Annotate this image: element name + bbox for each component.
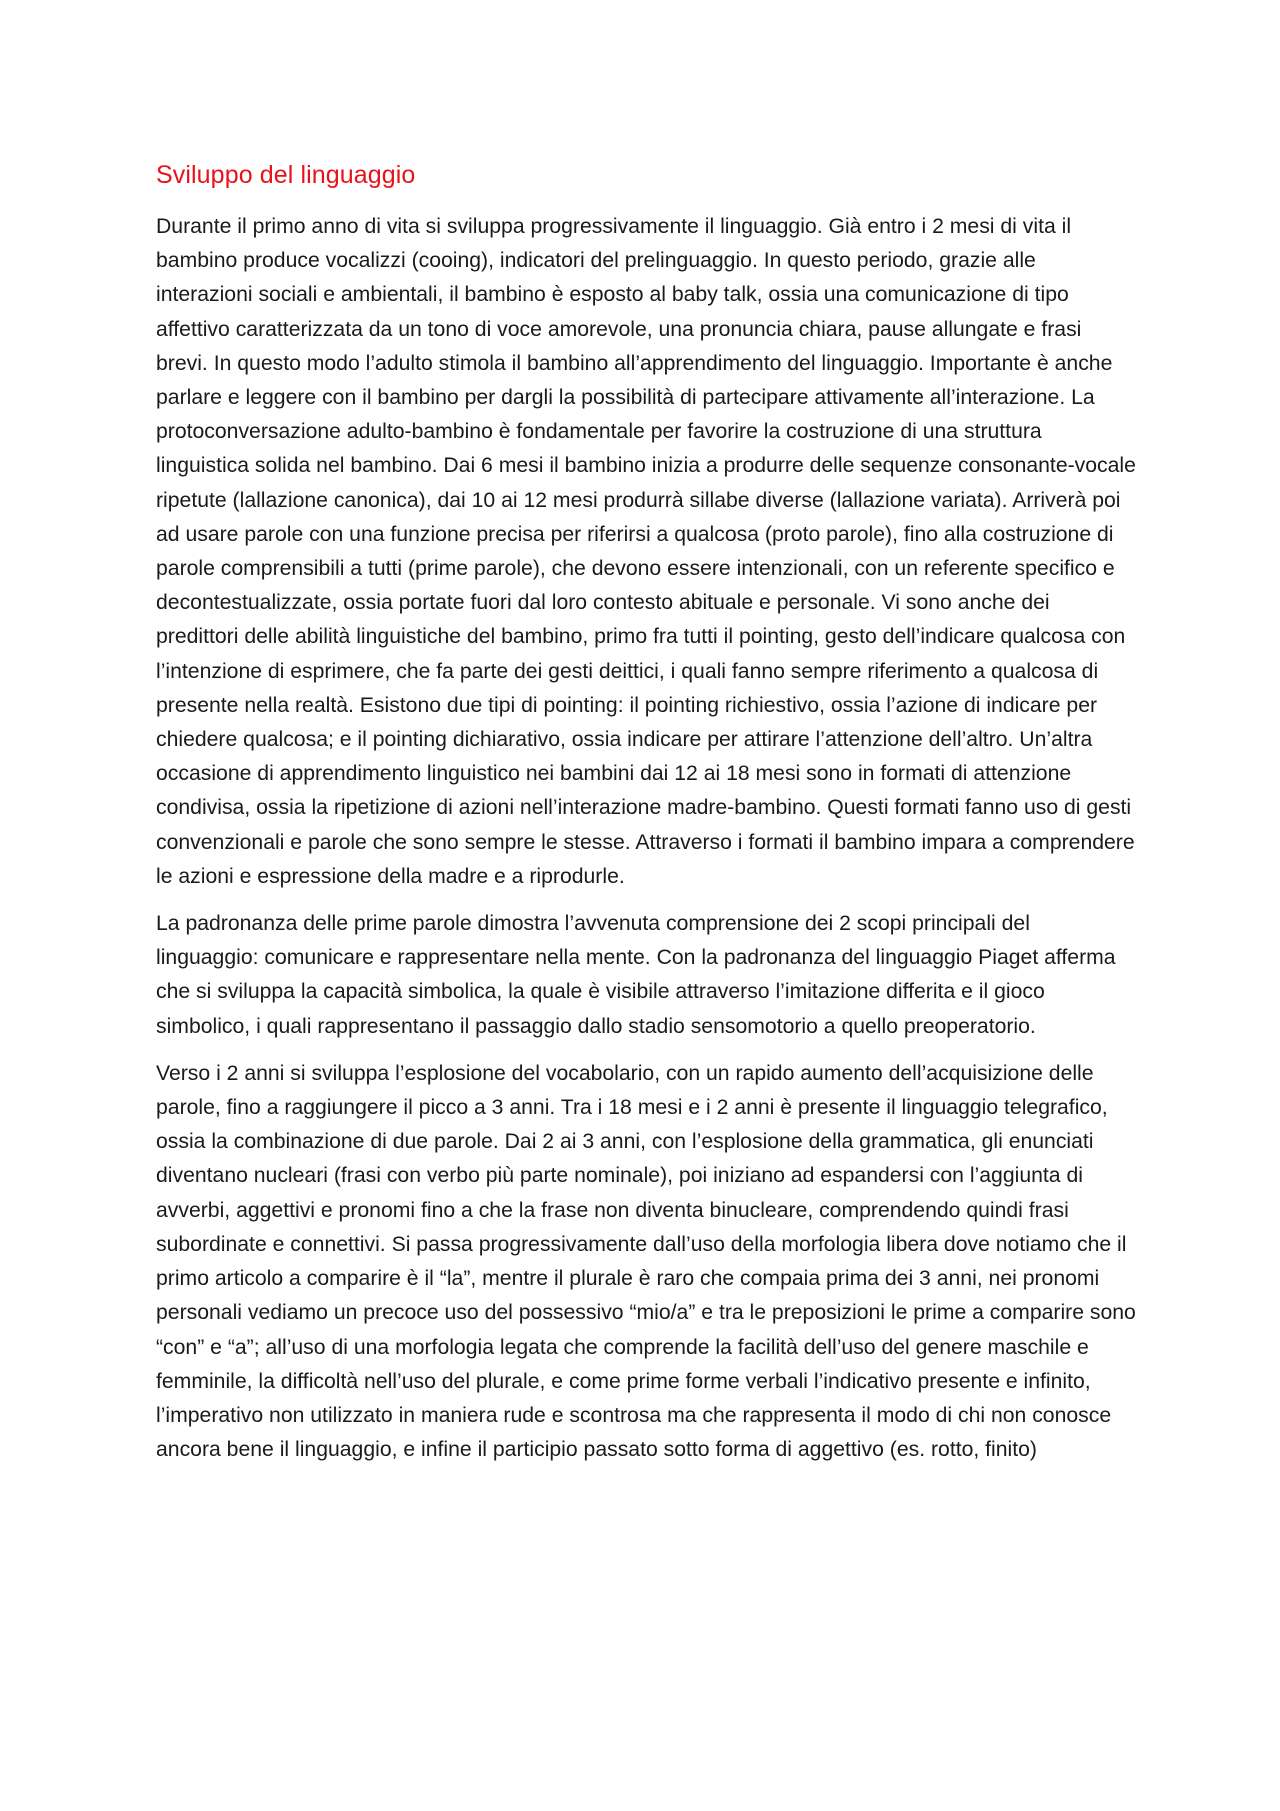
paragraph-language-development: Durante il primo anno di vita si sviluppa progressivamente il linguaggio. Già entro i 2 mesi di vita il bambino produce vocalizzi (cooing), indicatori del prelinguaggio. In questo periodo, grazie alle interazioni sociali e ambientali, il bambino è esposto al baby talk, ossia una comunicazione di tipo affettivo caratterizzata da un tono di voce amorevole, una pronuncia chiara, pause allungate e frasi brevi. In questo modo l’adulto stimola il bambino all’apprendimento del linguaggio. Importante è anche parlare e leggere con il bambino per dargli la possibilità di partecipare attivamente all’interazione. La protoconversazione adulto-bambino è fondamentale per favorire la costruzione di una struttura linguistica solida nel bambino. Dai 6 mesi il bambino inizia a produrre delle sequenze consonante-vocale ripetute (lallazione canonica), dai 10 ai 12 mesi produrrà sillabe diverse (lallazione variata). Arriverà poi ad usare parole con una funzione precisa per riferirsi a qualcosa (proto parole), fino alla costruzione di parole comprensibili a tutti (prime parole), che devono essere intenzionali, con un referente specifico e decontestualizzate, ossia portate fuori dal loro contesto abituale e personale. Vi sono anche dei predittori delle abilità linguistiche del bambino, primo fra tutti il pointing, gesto dell’indicare qualcosa con l’intenzione di esprimere, che fa parte dei gesti deittici, i quali fanno sempre riferimento a qualcosa di presente nella realtà. Esistono due tipi di pointing: il pointing richiestivo, ossia l’azione di indicare per chiedere qualcosa; e il pointing dichiarativo, ossia indicare per attirare l’attenzione dell’altro. Un’altra occasione di apprendimento linguistico nei bambini dai 12 ai 18 mesi sono in formati di attenzione condivisa, ossia la ripetizione di azioni nell’interazione madre-bambino. Questi formati fanno uso di gesti convenzionali e parole che sono sempre le stesse. Attraverso i formati il bambino impara a comprendere le azioni e espressione della madre e a riprodurle. <box>156 215 1136 888</box>
document-title: Sviluppo del linguaggio <box>156 161 416 189</box>
paragraph-vocabulary-explosion: Verso i 2 anni si sviluppa l’esplosione del vocabolario, con un rapido aumento dell’acquisizione delle parole, fino a raggiungere il picco a 3 anni. Tra i 18 mesi e i 2 anni è presente il linguaggio telegrafico, ossia la combinazione di due parole. Dai 2 ai 3 anni, con l’esplosione della grammatica, gli enunciati diventano nucleari (frasi con verbo più parte nominale), poi iniziano ad espandersi con l’aggiunta di avverbi, aggettivi e pronomi fino a che la frase non diventa binucleare, comprendendo quindi frasi subordinate e connettivi. Si passa progressivamente dall’uso della morfologia libera dove notiamo che il primo articolo a comparire è il “la”, mentre il plurale è raro che compaia prima dei 3 anni, nei pronomi personali vediamo un precoce uso del possessivo “mio/a” e tra le preposizioni le prime a comparire sono “con” e “a”; all’uso di una morfologia legata che comprende la facilità dell’uso del genere maschile e femminile, la difficoltà nell’uso del plurale, e come prime forme verbali l’indicativo presente e infinito, l’imperativo non utilizzato in maniera rude e scontrosa ma che rappresenta il modo di chi non conosce ancora bene il linguaggio, e infine il participio passato sotto forma di aggettivo (es. rotto, finito) <box>156 1061 1136 1462</box>
paragraph-first-words-mastery: La padronanza delle prime parole dimostra l’avvenuta comprensione dei 2 scopi principali del linguaggio: comunicare e rappresentare nella mente. Con la padronanza del linguaggio Piaget afferma che si sviluppa la capacità simbolica, la quale è visibile attraverso l’imitazione differita e il gioco simbolico, i quali rappresentano il passaggio dallo stadio sensomotorio a quello preoperatorio. <box>156 912 1116 1038</box>
document-body <box>156 158 1136 1480</box>
